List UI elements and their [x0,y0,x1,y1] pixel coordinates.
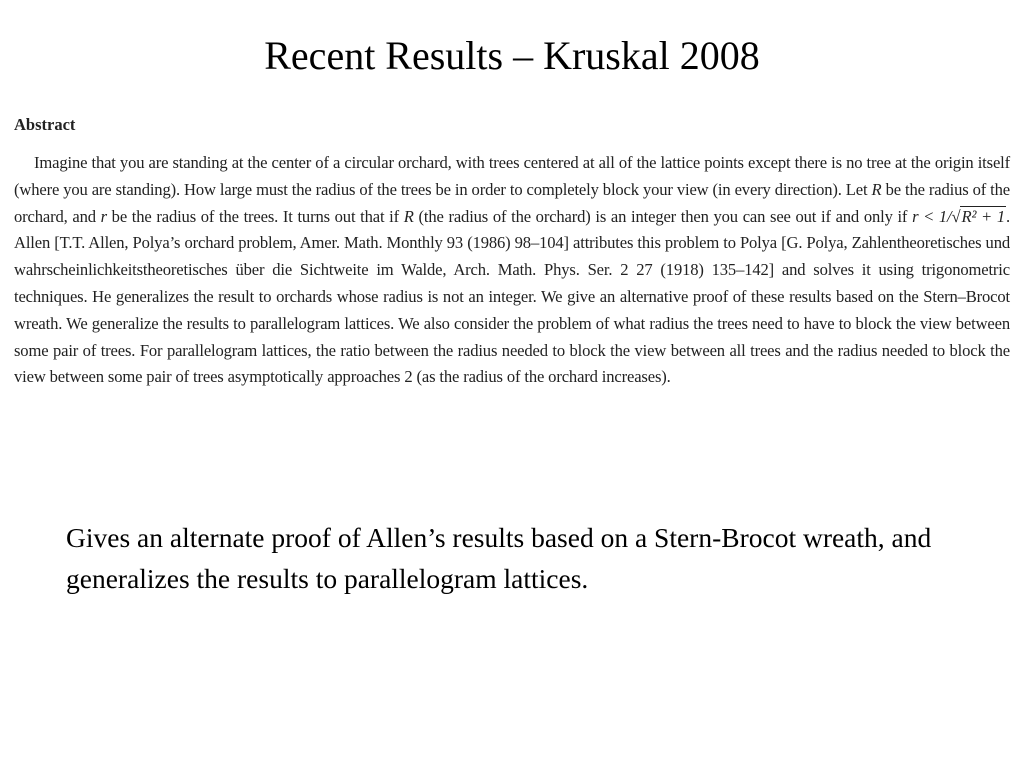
abstract-text-5: . Allen [T.T. Allen, Polya’s orchard problem, Amer. Math. Monthly 93 (1986) 98–104] attributes this problem to Polya [G. Polya, Zahlentheoretisches und wahrscheinlichkeitstheoretisches über die Sichtweite im Walde, Arch. Math. Phys. Ser. 2 27 (1918) 135–142] and solves it using trigonometric techniques. He generalizes the result to orchards whose radius is not an integer. We give an alternative proof of these results based on the Stern–Brocot wreath. We generalize the results to parallelogram lattices. We also consider the problem of what radius the trees need to have to block the view between some pair of trees. For parallelogram lattices, the ratio between the radius needed to block the view between all trees and the radius needed to block the view between some pair of trees asymptotically approaches 2 (as the radius of the orchard increases). [14,206,1010,387]
slide-title: Recent Results – Kruskal 2008 [264,33,760,78]
formula-lhs: r < 1/ [912,206,952,226]
abstract-text-1: Imagine that you are standing at the center of a circular orchard, with trees centered at all of the lattice points except there is no tree at the origin itself (where you are standing). How large must the radius of the trees be in order to completely block your view (in every direction). Let [14,153,1010,199]
abstract-text-3: be the radius of the trees. It turns out that if [106,206,404,226]
abstract-body [14,150,1010,391]
abstract-var-R: R [871,179,882,199]
abstract-excerpt [14,110,1012,445]
formula-radicand: R² + 1 [961,206,1005,226]
abstract-var-R-2: R [403,206,414,226]
abstract-var-r: r [100,206,107,226]
abstract-text-4: (the radius of the orchard) is an integer then you can see out if and only if [413,206,913,226]
inequality-formula [912,206,1006,226]
summary-text: Gives an alternate proof of Allen’s results based on a Stern-Brocot wreath, and generalizes the results to parallelogram lattices. [66,522,932,594]
abstract-text-2: be the radius of the orchard, and [14,179,1010,226]
abstract-heading: Abstract [14,115,76,134]
sqrt-symbol: √ [951,206,961,226]
